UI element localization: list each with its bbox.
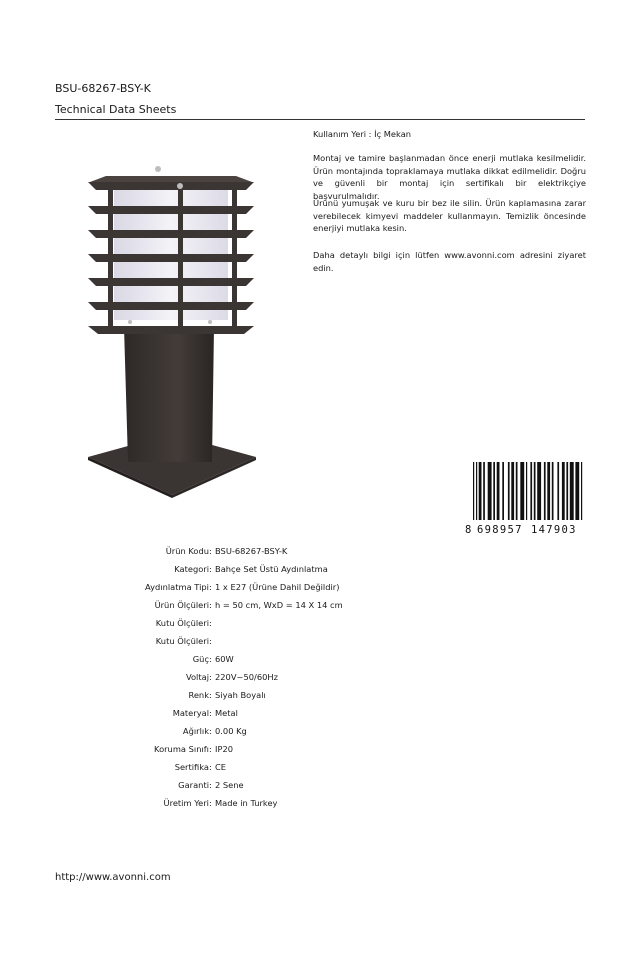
spec-value: Made in Turkey bbox=[215, 798, 278, 808]
cleaning-instructions: Ürünü yumuşak ve kuru bir bez ile silin. Ürün kaplamasına zarar verebilecek kimyevi maddeler kullanmayın. Temizlik öncesinde enerjiyi mutlaka kesin. bbox=[313, 198, 586, 234]
product-image-bollard-lamp bbox=[84, 162, 260, 498]
spec-value: IP20 bbox=[215, 744, 234, 754]
usage-location: Kullanım Yeri : İç Mekan bbox=[313, 129, 412, 139]
spec-row bbox=[0, 779, 640, 797]
spec-label: Kutu Ölçüleri bbox=[155, 636, 209, 646]
spec-separator: : bbox=[209, 744, 212, 754]
spec-label: Güç bbox=[192, 654, 209, 664]
lamp-post bbox=[124, 327, 214, 462]
spec-row bbox=[0, 563, 640, 581]
installation-warning: Montaj ve tamire başlanmadan önce enerji mutlaka kesilmelidir. Ürün montajında topraklamaya mutlaka dikkat edilmelidir. Doğru ve güvenli bir montaj için sertifikalı bir elektrikçiye başvurulmalıdır. bbox=[313, 153, 586, 201]
footer-website-url: http://www.avonni.com bbox=[55, 872, 171, 883]
spec-value: 220V~50/60Hz bbox=[215, 672, 278, 682]
spec-value: 1 x E27 (Ürüne Dahil Değildir) bbox=[215, 582, 340, 592]
spec-separator: : bbox=[209, 582, 212, 592]
spec-row bbox=[0, 671, 640, 689]
spec-separator: : bbox=[209, 726, 212, 736]
spec-label: Voltaj bbox=[185, 672, 209, 682]
spec-label: Kategori bbox=[174, 564, 209, 574]
spec-label: Koruma Sınıfı bbox=[154, 744, 209, 754]
barcode-right-digits: 147903 bbox=[531, 524, 577, 536]
spec-row bbox=[0, 689, 640, 707]
spec-row bbox=[0, 743, 640, 761]
spec-separator: : bbox=[209, 672, 212, 682]
barcode-left-digits: 698957 bbox=[477, 524, 523, 536]
spec-separator: : bbox=[209, 798, 212, 808]
spec-separator: : bbox=[209, 636, 212, 646]
spec-row bbox=[0, 725, 640, 743]
document-subtitle: Technical Data Sheets bbox=[55, 103, 177, 116]
product-barcode bbox=[461, 462, 587, 536]
spec-row bbox=[0, 581, 640, 599]
spec-separator: : bbox=[209, 690, 212, 700]
spec-separator: : bbox=[209, 618, 212, 628]
spec-row bbox=[0, 761, 640, 779]
spec-label: Materyal bbox=[172, 708, 209, 718]
spec-row bbox=[0, 599, 640, 617]
spec-label: Kutu Ölçüleri bbox=[155, 618, 209, 628]
more-info-note: Daha detaylı bilgi için lütfen www.avonni.com adresini ziyaret edin. bbox=[313, 250, 586, 273]
spec-separator: : bbox=[209, 564, 212, 574]
spec-row bbox=[0, 707, 640, 725]
spec-value: 0.00 Kg bbox=[215, 726, 247, 736]
spec-row bbox=[0, 617, 640, 635]
spec-row bbox=[0, 545, 640, 563]
spec-label: Üretim Yeri bbox=[163, 798, 209, 808]
barcode-first-digit: 8 bbox=[465, 524, 472, 536]
product-code-heading: BSU-68267-BSY-K bbox=[55, 82, 151, 95]
spec-label: Ağırlık bbox=[182, 726, 209, 736]
spec-value: Bahçe Set Üstü Aydınlatma bbox=[215, 564, 328, 574]
lamp-diffuser bbox=[114, 184, 228, 320]
spec-value: 2 Sene bbox=[215, 780, 244, 790]
spec-value: Siyah Boyalı bbox=[215, 690, 266, 700]
spec-separator: : bbox=[209, 546, 212, 556]
spec-value: h = 50 cm, WxD = 14 X 14 cm bbox=[215, 600, 343, 610]
spec-value: CE bbox=[215, 762, 227, 772]
spec-value: BSU-68267-BSY-K bbox=[215, 546, 288, 556]
spec-label: Garanti bbox=[178, 780, 209, 790]
header-divider bbox=[55, 119, 585, 120]
spec-separator: : bbox=[209, 654, 212, 664]
spec-separator: : bbox=[209, 708, 212, 718]
spec-separator: : bbox=[209, 762, 212, 772]
spec-separator: : bbox=[209, 600, 212, 610]
spec-separator: : bbox=[209, 780, 212, 790]
spec-value: 60W bbox=[215, 654, 234, 664]
spec-value: Metal bbox=[215, 708, 238, 718]
spec-row bbox=[0, 653, 640, 671]
barcode-bars bbox=[461, 462, 587, 536]
spec-label: Ürün Ölçüleri bbox=[154, 600, 209, 610]
spec-row bbox=[0, 635, 640, 653]
spec-row bbox=[0, 797, 640, 815]
spec-label: Aydınlatma Tipi bbox=[145, 582, 209, 592]
spec-label: Sertifika bbox=[174, 762, 209, 772]
spec-label: Renk bbox=[188, 690, 209, 700]
spec-label: Ürün Kodu bbox=[165, 546, 209, 556]
